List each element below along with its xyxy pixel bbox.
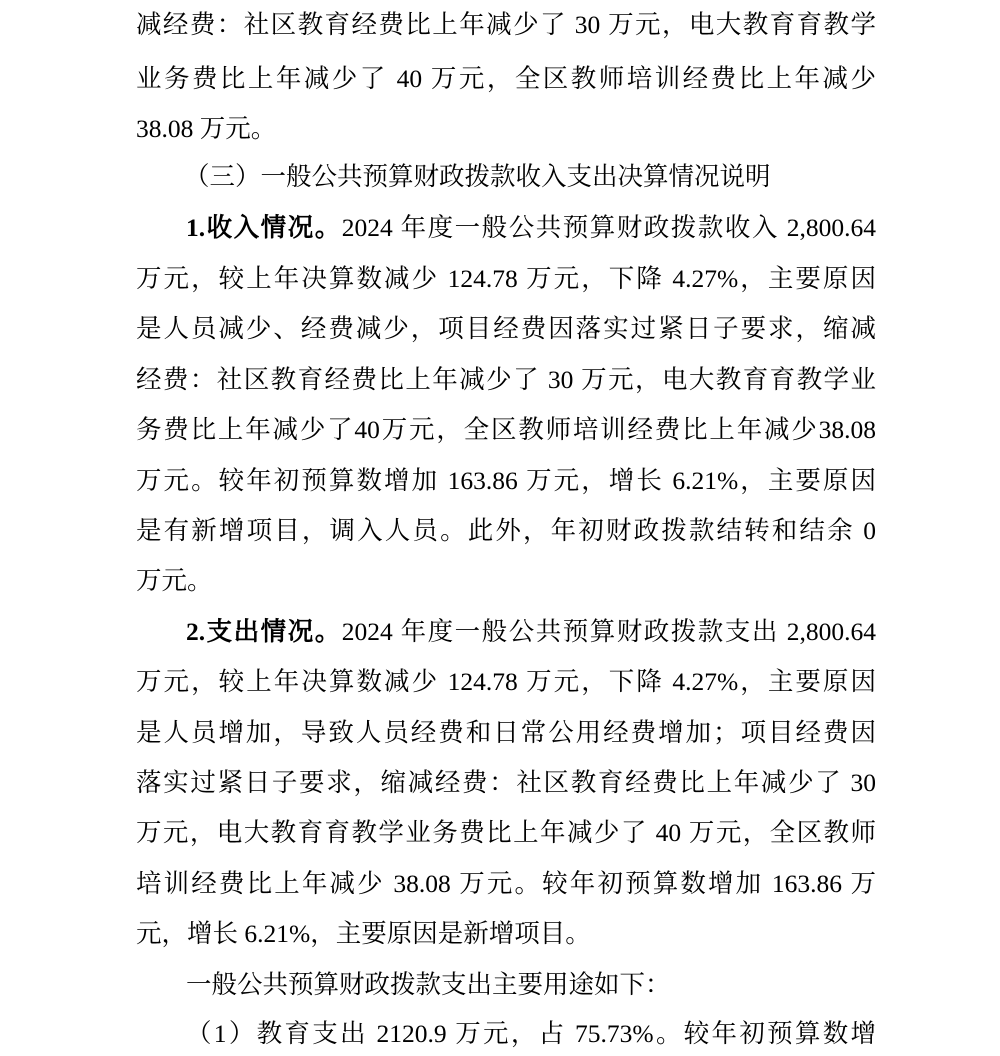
paragraph-text: 2024 年度一般公共预算财政拨款收入 2,800.64 (341, 213, 876, 242)
body-text-line: 一般公共预算财政拨款支出主要用途如下： (186, 970, 671, 999)
body-text-line: 万元。 (136, 566, 213, 595)
body-text-line: 务费比上年减少了40万元，全区教师培训经费比上年减少38.08 (136, 415, 876, 444)
body-text-line: 落实过紧日子要求，缩减经费：社区教育经费比上年减少了 30 (136, 768, 876, 797)
body-text-line: 万元，较上年决算数减少 124.78 万元，下降 4.27%，主要原因 (136, 667, 876, 696)
body-text-line: 是有新增项目，调入人员。此外，年初财政拨款结转和结余 0 (136, 516, 876, 545)
paragraph-first-line (186, 215, 876, 241)
body-text-line: 培训经费比上年减少 38.08 万元。较年初预算数增加 163.86 万 (136, 869, 876, 898)
body-text-line: 是人员增加，导致人员经费和日常公用经费增加；项目经费因 (136, 718, 876, 747)
body-text-line: 是人员减少、经费减少，项目经费因落实过紧日子要求，缩减 (136, 314, 876, 343)
body-text-line: 业务费比上年减少了 40 万元，全区教师培训经费比上年减少 (136, 64, 876, 93)
paragraph-heading-income: 1.收入情况。 (186, 213, 342, 242)
paragraph-text: 2024 年度一般公共预算财政拨款支出 2,800.64 (341, 617, 876, 646)
section-heading: （三）一般公共预算财政拨款收入支出决算情况说明 (184, 162, 771, 191)
paragraph-first-line (186, 619, 876, 645)
body-text-line: 万元，电大教育育教学业务费比上年减少了 40 万元，全区教师 (136, 818, 876, 847)
body-text-line: 万元，较上年决算数减少 124.78 万元，下降 4.27%，主要原因 (136, 264, 876, 293)
paragraph-heading-expenditure: 2.支出情况。 (186, 617, 342, 646)
body-text-line: 经费：社区教育经费比上年减少了 30 万元，电大教育育教学业 (136, 365, 876, 394)
body-text-line: 元，增长 6.21%，主要原因是新增项目。 (136, 919, 591, 948)
body-text-line: 万元。较年初预算数增加 163.86 万元，增长 6.21%，主要原因 (136, 466, 876, 495)
body-text-line: 减经费：社区教育经费比上年减少了 30 万元，电大教育育教学 (136, 10, 876, 39)
body-text-line: 38.08 万元。 (136, 114, 277, 143)
list-item-line: （1）教育支出 2120.9 万元，占 75.73%。较年初预算数增 (186, 1019, 876, 1048)
